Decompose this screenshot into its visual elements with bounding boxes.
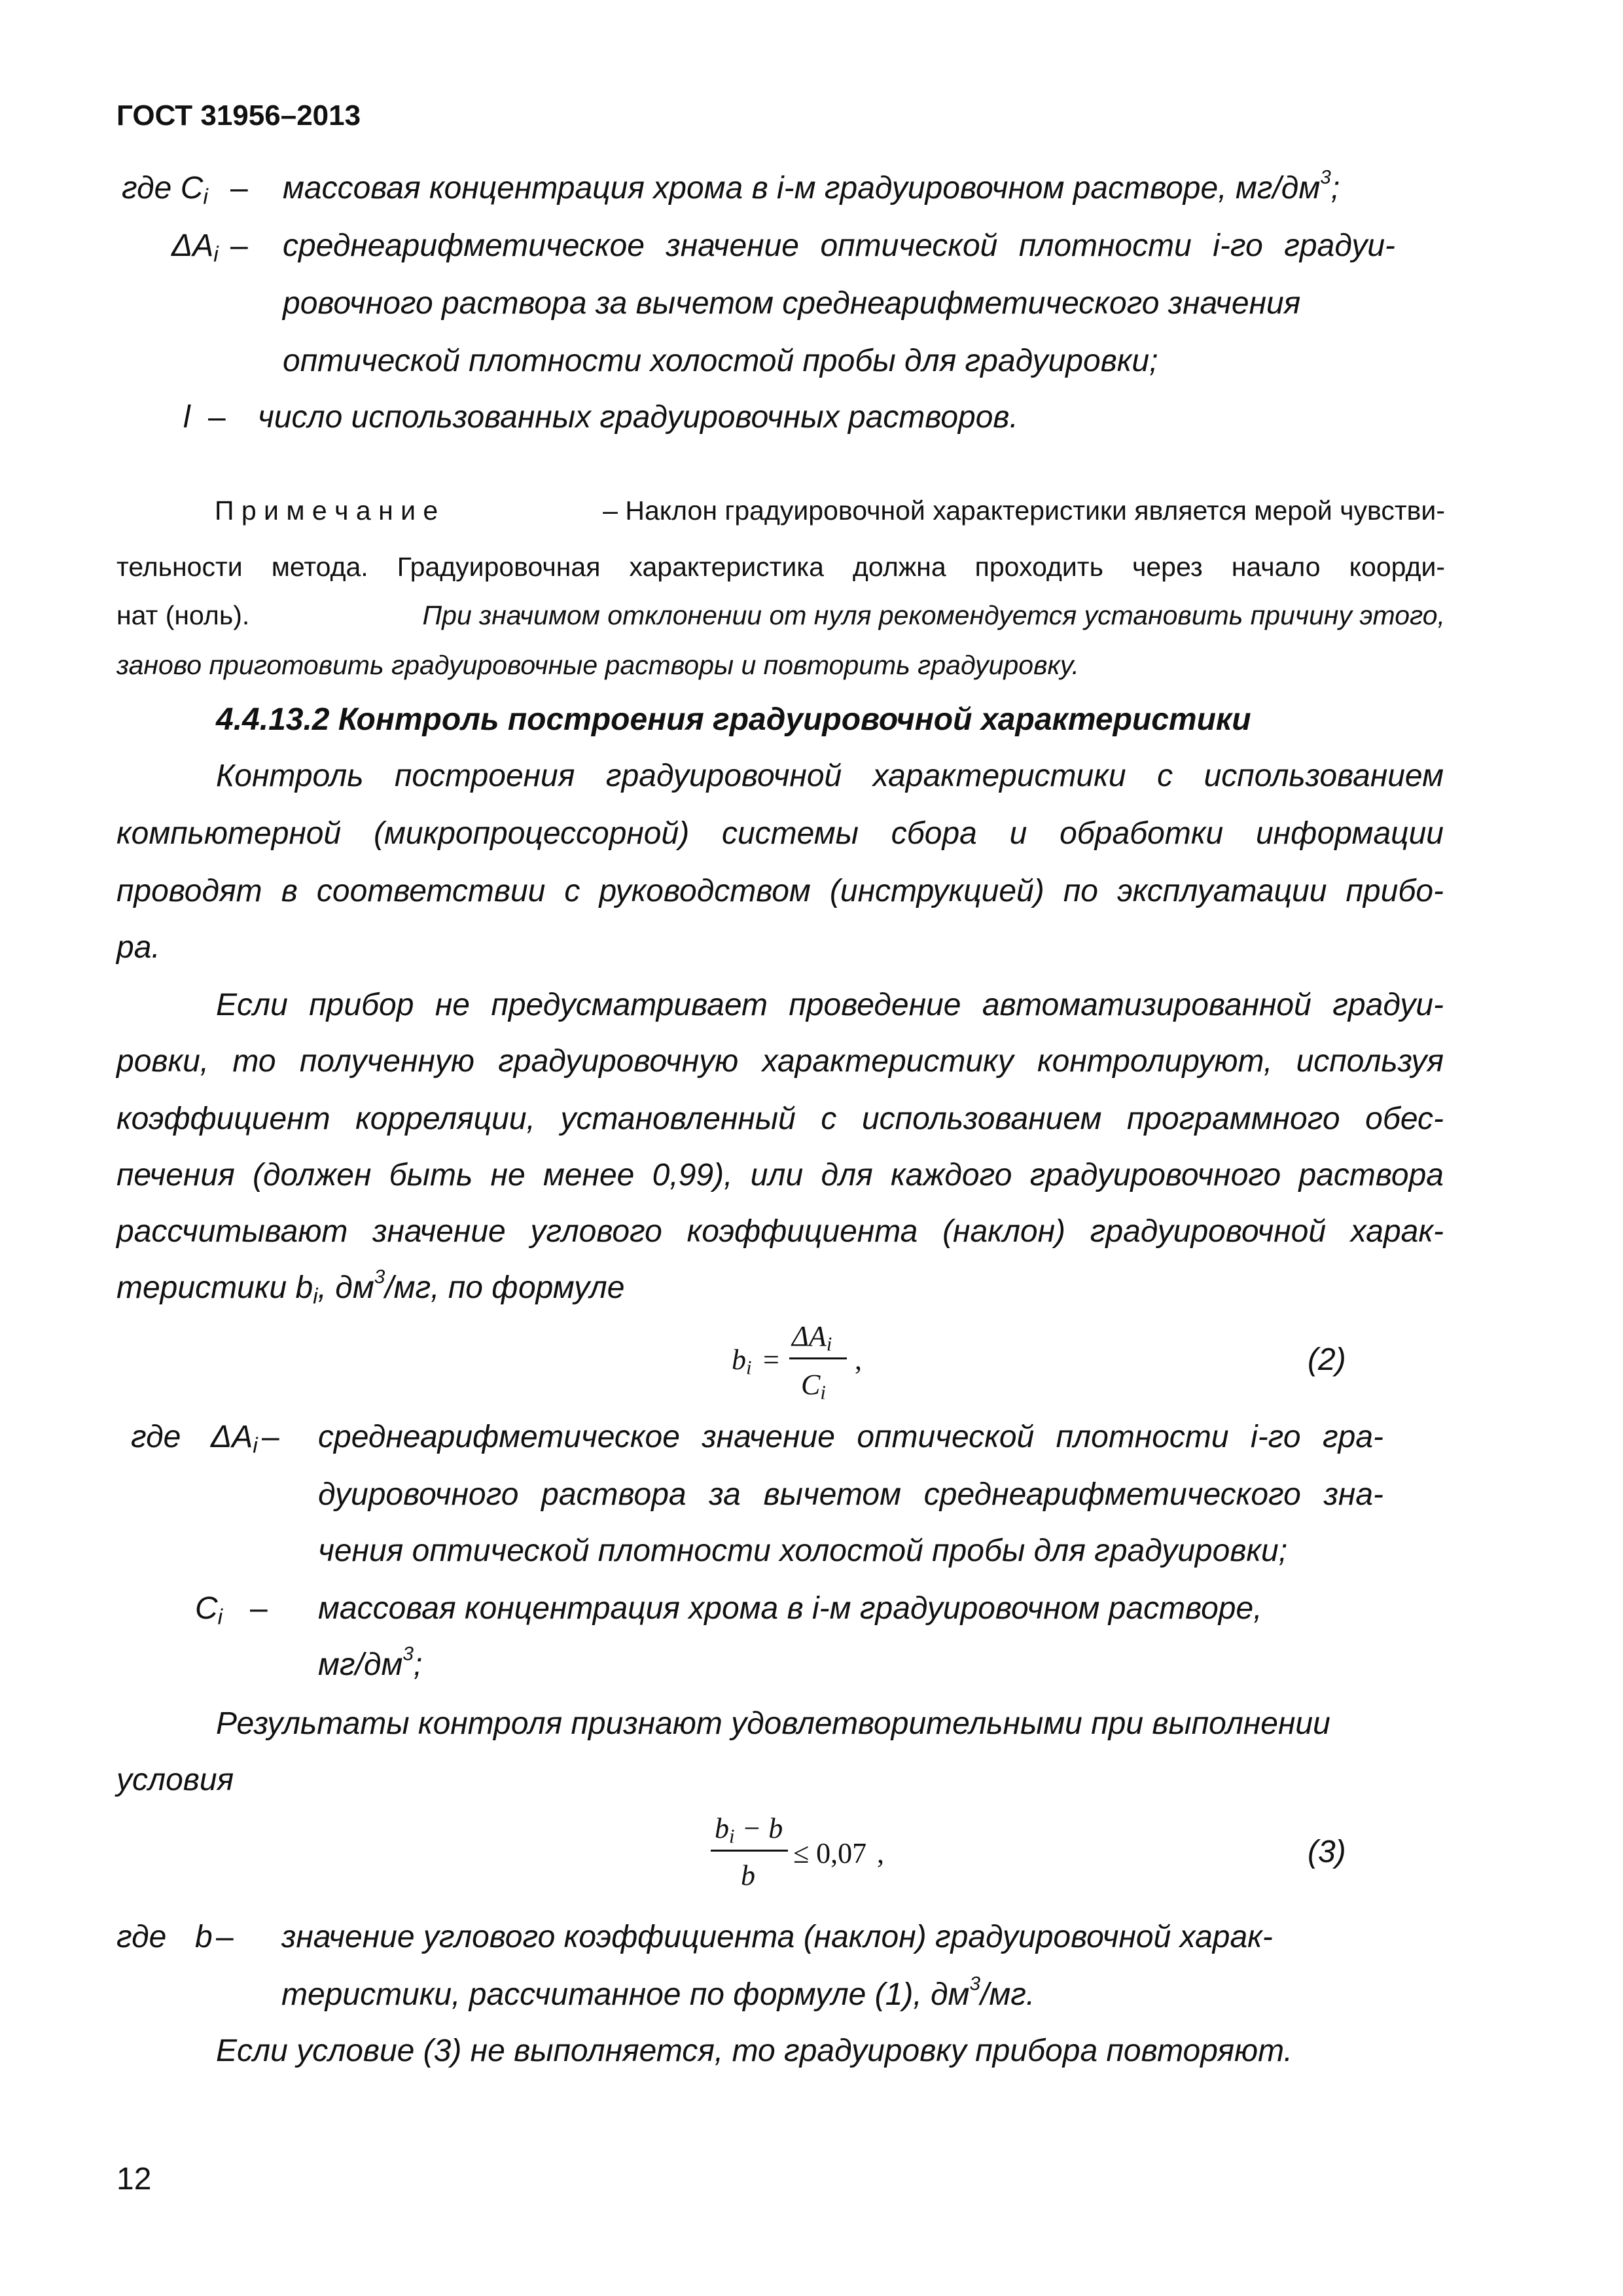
where-word: где <box>116 1920 167 1954</box>
formula3-numerator: $b_i - b$ <box>715 1812 783 1848</box>
note-line: тельности метода. Градуировочная характеристика должна проходить через начало коорди- <box>116 552 1445 582</box>
note-line: нат (ноль). При значимом отклонении от нуля рекомендуется установить причину этого, <box>116 600 1445 630</box>
formula2-lhs: $b_i$ <box>732 1344 752 1379</box>
paragraph-line: Результаты контроля признают удовлетворительными при выполнении <box>216 1706 1330 1741</box>
dash: – <box>208 400 226 435</box>
definition-delta-ai-line: среднеарифметическое значение оптической плотности i-го гра- <box>318 1420 1383 1454</box>
formula3-comma: , <box>877 1837 884 1869</box>
dash: – <box>250 1591 268 1626</box>
formula2-equals: = <box>763 1344 779 1376</box>
paragraph-line: печения (должен быть не менее 0,99), или для каждого градуировочного раствора <box>116 1158 1444 1193</box>
dash: – <box>262 1420 279 1454</box>
paragraph-line: условия <box>116 1763 234 1797</box>
paragraph-line: Если прибор не предусматривает проведение автоматизированной градуи- <box>216 988 1444 1022</box>
definition-b-line: значение углового коэффициента (наклон) градуировочной харак- <box>281 1920 1273 1954</box>
formula3-number: (3) <box>1308 1835 1346 1869</box>
formula2-comma: , <box>855 1344 862 1376</box>
paragraph-line: теристики $b_i$, $дм^3/мг$, по формуле <box>116 1266 625 1309</box>
dash: – <box>216 1920 234 1954</box>
paragraph-line: Контроль построения градуировочной характеристики с использованием <box>216 759 1444 793</box>
where-label <box>122 171 208 209</box>
symbol-l: l <box>183 400 190 435</box>
definition-ci: массовая концентрация хрома в i-м градуировочном растворе, $мг/дм^3$; <box>283 166 1340 206</box>
definition-delta-ai-line: оптической плотности холостой пробы для градуировки; <box>283 344 1158 378</box>
definition-delta-ai-line: среднеарифметическое значение оптической плотности i-го градуи- <box>283 228 1395 263</box>
note-label: П р и м е ч а н и е <box>215 495 438 526</box>
definition-delta-ai-line: ровочного раствора за вычетом среднеарифметического значения <box>283 286 1301 321</box>
paragraph-line: ровки, то полученную градуировочную характеристику контролируют, используя <box>116 1044 1444 1079</box>
definition-ci-line: массовая концентрация хрома в i-м градуировочном растворе, <box>318 1591 1262 1626</box>
formula3-denominator: b <box>741 1859 755 1892</box>
definition-delta-ai-line: чения оптической плотности холостой пробы для градуировки; <box>318 1534 1288 1568</box>
definition-l: число использованных градуировочных растворов. <box>258 400 1018 435</box>
where-word: где <box>131 1420 181 1454</box>
section-heading: 4.4.13.2 Контроль построения градуировочной характеристики <box>216 702 1251 737</box>
fraction-bar <box>789 1357 847 1359</box>
definition-delta-ai-line: дуировочного раствора за вычетом среднеарифметического зна- <box>318 1477 1383 1512</box>
paragraph-line: ра. <box>116 930 160 965</box>
paragraph-line: проводят в соответствии с руководством (инструкцией) по эксплуатации прибо- <box>116 874 1444 908</box>
fraction-bar <box>711 1850 788 1852</box>
formula3-rhs: ≤ 0,07 <box>793 1837 867 1869</box>
symbol-delta-ai: $\Delta A_i$ <box>211 1420 258 1458</box>
formula2-denominator: $C_i$ <box>801 1369 826 1404</box>
paragraph-line: рассчитывают значение углового коэффициента (наклон) градуировочной харак- <box>116 1214 1444 1249</box>
page-number: 12 <box>116 2162 152 2197</box>
symbol-delta-ai: $\Delta A_i$ <box>171 228 219 267</box>
where-word: где <box>122 171 172 206</box>
symbol-ci: $C_i$ <box>180 171 208 209</box>
paragraph-line: коэффициент корреляции, установленный с использованием программного обес- <box>116 1102 1444 1136</box>
formula2-numerator: $\Delta A_i$ <box>792 1320 832 1355</box>
definition-b-line: теристики, рассчитанное по формуле (1), $дм^3/мг$. <box>281 1973 1035 2012</box>
final-sentence: Если условие (3) не выполняется, то градуировку прибора повторяют. <box>216 2034 1293 2068</box>
symbol-b: b <box>195 1920 213 1954</box>
symbol-ci: $C_i$ <box>195 1591 223 1630</box>
dash: – <box>230 228 248 263</box>
note-line: заново приготовить градуировочные растворы и повторить градуировку. <box>116 650 1079 680</box>
paragraph-line: компьютерной (микропроцессорной) системы сбора и обработки информации <box>116 816 1444 851</box>
dash: – <box>230 171 248 206</box>
note-line: П р и м е ч а н и е – Наклон градуировочной характеристики является мерой чувстви- <box>215 495 1445 526</box>
document-header: ГОСТ 31956–2013 <box>116 99 361 132</box>
definition-ci-line: $мг/дм^3$; <box>318 1643 423 1682</box>
formula2-number: (2) <box>1308 1342 1346 1377</box>
